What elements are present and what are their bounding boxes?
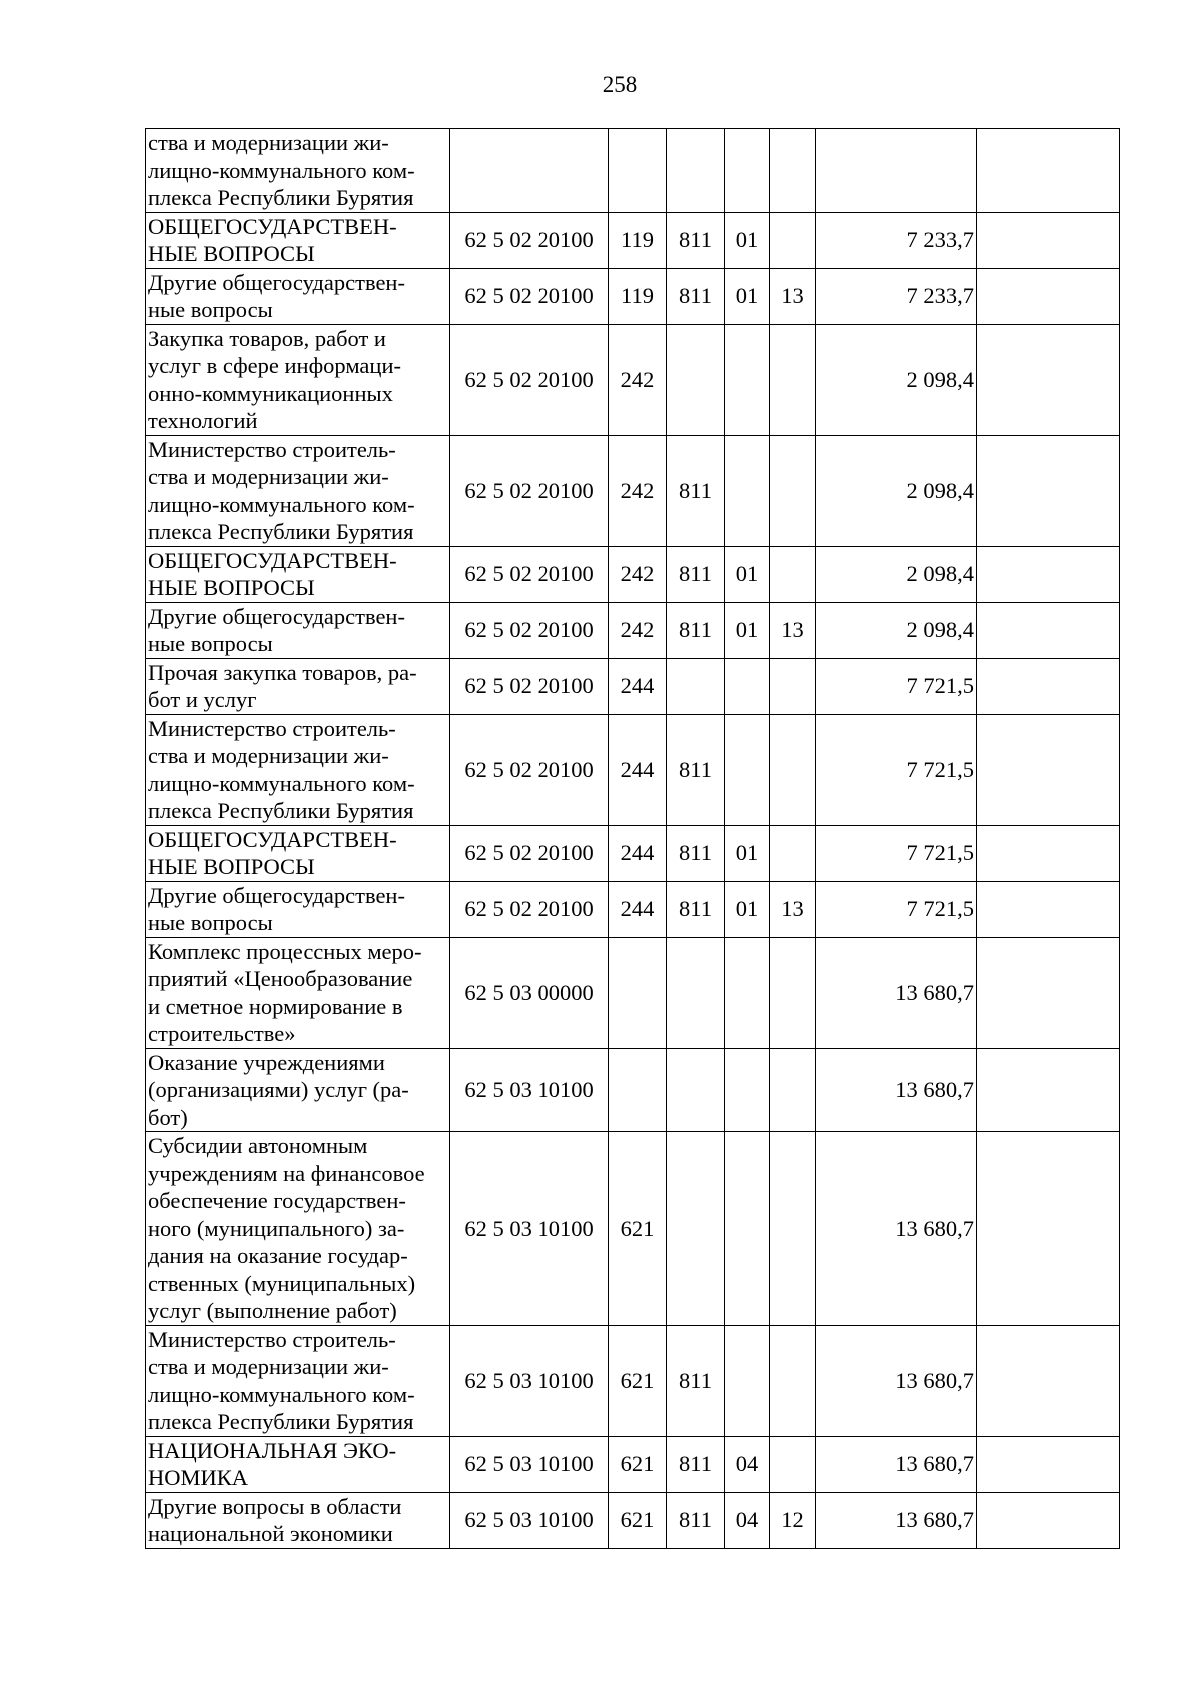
empty-column-cell <box>977 1048 1120 1132</box>
row-name-line: плекса Республики Бурятия <box>148 519 414 544</box>
row-name-line: лищно-коммунального ком- <box>148 1381 415 1407</box>
row-name-cell <box>146 1325 450 1436</box>
section-cell <box>725 129 770 213</box>
empty-column-cell <box>977 212 1120 268</box>
section-cell: 01 <box>725 602 770 658</box>
subsection-cell <box>770 1325 816 1436</box>
target-code-cell: 62 5 03 10100 <box>450 1492 609 1548</box>
table-row <box>146 1048 1120 1132</box>
table-row <box>146 546 1120 602</box>
row-name-cell <box>146 435 450 546</box>
target-code-cell: 62 5 02 20100 <box>450 602 609 658</box>
table-row <box>146 602 1120 658</box>
table-row <box>146 714 1120 825</box>
section-cell: 01 <box>725 268 770 324</box>
expense-type-cell: 621 <box>609 1436 667 1492</box>
expense-type-cell: 242 <box>609 324 667 435</box>
row-name-line: НАЦИОНАЛЬНАЯ ЭКО- <box>148 1437 397 1463</box>
amount-cell: 7 721,5 <box>816 881 977 937</box>
amount-cell: 7 721,5 <box>816 825 977 881</box>
row-name-line: технологий <box>148 408 258 433</box>
row-name-line: плекса Республики Бурятия <box>148 185 414 210</box>
subsection-cell <box>770 658 816 714</box>
row-name-line: приятий «Ценообразование <box>148 966 413 991</box>
row-name-cell <box>146 268 450 324</box>
subsection-cell <box>770 937 816 1048</box>
empty-column-cell <box>977 602 1120 658</box>
expense-type-cell <box>609 129 667 213</box>
row-name-line: бот и услуг <box>148 687 257 712</box>
administrator-code-cell <box>667 658 725 714</box>
row-name-cell <box>146 714 450 825</box>
row-name-cell <box>146 546 450 602</box>
row-name-line: ственных (муниципальных) <box>148 1270 416 1296</box>
section-cell <box>725 658 770 714</box>
row-name-line: услуг (выполнение работ) <box>148 1298 397 1323</box>
administrator-code-cell <box>667 1048 725 1132</box>
target-code-cell: 62 5 03 00000 <box>450 937 609 1048</box>
amount-cell: 7 233,7 <box>816 268 977 324</box>
table-row <box>146 658 1120 714</box>
row-name-line: ные вопросы <box>148 631 273 656</box>
table-row <box>146 937 1120 1048</box>
row-name-line: ОБЩЕГОСУДАРСТВЕН- <box>148 547 397 573</box>
row-name-line: строительстве» <box>148 1021 296 1046</box>
subsection-cell <box>770 212 816 268</box>
section-cell <box>725 1325 770 1436</box>
row-name-cell <box>146 602 450 658</box>
row-name-line: Министерство строитель- <box>148 1326 396 1352</box>
row-name-line: Оказание учреждениями <box>148 1049 385 1075</box>
administrator-code-cell <box>667 129 725 213</box>
row-name-line: Закупка товаров, работ и <box>148 325 386 351</box>
row-name-line: Прочая закупка товаров, ра- <box>148 659 417 685</box>
amount-cell: 2 098,4 <box>816 435 977 546</box>
target-code-cell: 62 5 03 10100 <box>450 1325 609 1436</box>
target-code-cell: 62 5 02 20100 <box>450 658 609 714</box>
amount-cell: 13 680,7 <box>816 1132 977 1326</box>
target-code-cell: 62 5 02 20100 <box>450 714 609 825</box>
administrator-code-cell: 811 <box>667 1436 725 1492</box>
administrator-code-cell: 811 <box>667 435 725 546</box>
target-code-cell <box>450 129 609 213</box>
target-code-cell: 62 5 02 20100 <box>450 435 609 546</box>
target-code-cell: 62 5 02 20100 <box>450 268 609 324</box>
expense-type-cell: 119 <box>609 268 667 324</box>
row-name-line: обеспечение государствен- <box>148 1188 406 1213</box>
table-row <box>146 1132 1120 1326</box>
table-row <box>146 435 1120 546</box>
table-row <box>146 881 1120 937</box>
amount-cell: 13 680,7 <box>816 1436 977 1492</box>
amount-cell: 2 098,4 <box>816 546 977 602</box>
row-name-cell <box>146 1492 450 1548</box>
subsection-cell: 13 <box>770 268 816 324</box>
row-name-line: плекса Республики Бурятия <box>148 1409 414 1434</box>
empty-column-cell <box>977 546 1120 602</box>
row-name-line: учреждениям на финансовое <box>148 1160 425 1186</box>
administrator-code-cell: 811 <box>667 1492 725 1548</box>
target-code-cell: 62 5 03 10100 <box>450 1132 609 1326</box>
row-name-line: плекса Республики Бурятия <box>148 798 414 823</box>
budget-table-body <box>146 129 1120 1549</box>
budget-table <box>145 128 1120 1549</box>
amount-cell: 7 233,7 <box>816 212 977 268</box>
row-name-line: Другие вопросы в области <box>148 1493 402 1519</box>
section-cell: 01 <box>725 212 770 268</box>
row-name-cell <box>146 937 450 1048</box>
row-name-line: НЫЕ ВОПРОСЫ <box>148 241 315 266</box>
subsection-cell: 13 <box>770 602 816 658</box>
row-name-line: ства и модернизации жи- <box>148 464 389 489</box>
section-cell: 01 <box>725 881 770 937</box>
expense-type-cell: 621 <box>609 1492 667 1548</box>
amount-cell <box>816 129 977 213</box>
row-name-line: дания на оказание государ- <box>148 1243 408 1268</box>
subsection-cell <box>770 1132 816 1326</box>
section-cell <box>725 714 770 825</box>
page-number: 258 <box>602 72 638 97</box>
administrator-code-cell: 811 <box>667 546 725 602</box>
row-name-cell <box>146 658 450 714</box>
row-name-cell <box>146 212 450 268</box>
row-name-line: ства и модернизации жи- <box>148 130 389 155</box>
row-name-line: НЫЕ ВОПРОСЫ <box>148 575 315 600</box>
expense-type-cell: 244 <box>609 714 667 825</box>
empty-column-cell <box>977 435 1120 546</box>
section-cell <box>725 435 770 546</box>
section-cell: 01 <box>725 546 770 602</box>
row-name-line: Комплекс процессных меро- <box>148 938 422 964</box>
subsection-cell <box>770 825 816 881</box>
table-row <box>146 1436 1120 1492</box>
table-row <box>146 825 1120 881</box>
section-cell <box>725 324 770 435</box>
row-name-line: ного (муниципального) за- <box>148 1215 405 1241</box>
row-name-line: НОМИКА <box>148 1465 249 1490</box>
section-cell <box>725 1048 770 1132</box>
administrator-code-cell: 811 <box>667 212 725 268</box>
subsection-cell <box>770 435 816 546</box>
subsection-cell <box>770 129 816 213</box>
section-cell <box>725 937 770 1048</box>
empty-column-cell <box>977 881 1120 937</box>
row-name-cell <box>146 881 450 937</box>
row-name-line: (организациями) услуг (ра- <box>148 1077 409 1102</box>
target-code-cell: 62 5 02 20100 <box>450 324 609 435</box>
table-row <box>146 324 1120 435</box>
subsection-cell <box>770 324 816 435</box>
row-name-cell <box>146 324 450 435</box>
expense-type-cell: 242 <box>609 602 667 658</box>
row-name-line: Другие общегосударствен- <box>148 269 405 295</box>
row-name-line: национальной экономики <box>148 1521 393 1546</box>
row-name-line: Другие общегосударствен- <box>148 603 405 629</box>
administrator-code-cell <box>667 324 725 435</box>
row-name-line: и сметное нормирование в <box>148 993 403 1019</box>
expense-type-cell: 621 <box>609 1325 667 1436</box>
empty-column-cell <box>977 129 1120 213</box>
subsection-cell <box>770 1436 816 1492</box>
administrator-code-cell: 811 <box>667 714 725 825</box>
empty-column-cell <box>977 1132 1120 1326</box>
row-name-line: онно-коммуникационных <box>148 380 393 406</box>
row-name-line: ОБЩЕГОСУДАРСТВЕН- <box>148 213 397 239</box>
row-name-line: лищно-коммунального ком- <box>148 491 415 517</box>
amount-cell: 13 680,7 <box>816 1492 977 1548</box>
administrator-code-cell: 811 <box>667 268 725 324</box>
row-name-line: ства и модернизации жи- <box>148 743 389 768</box>
section-cell: 01 <box>725 825 770 881</box>
target-code-cell: 62 5 03 10100 <box>450 1048 609 1132</box>
empty-column-cell <box>977 937 1120 1048</box>
subsection-cell <box>770 546 816 602</box>
expense-type-cell: 244 <box>609 658 667 714</box>
amount-cell: 7 721,5 <box>816 658 977 714</box>
amount-cell: 7 721,5 <box>816 714 977 825</box>
expense-type-cell: 244 <box>609 881 667 937</box>
row-name-line: лищно-коммунального ком- <box>148 770 415 796</box>
row-name-line: ные вопросы <box>148 910 273 935</box>
empty-column-cell <box>977 268 1120 324</box>
row-name-line: лищно-коммунального ком- <box>148 157 415 183</box>
table-row <box>146 1492 1120 1548</box>
amount-cell: 13 680,7 <box>816 937 977 1048</box>
row-name-cell <box>146 129 450 213</box>
section-cell <box>725 1132 770 1326</box>
expense-type-cell: 621 <box>609 1132 667 1326</box>
administrator-code-cell: 811 <box>667 825 725 881</box>
row-name-line: ные вопросы <box>148 297 273 322</box>
table-row <box>146 212 1120 268</box>
expense-type-cell <box>609 937 667 1048</box>
empty-column-cell <box>977 1436 1120 1492</box>
table-row <box>146 1325 1120 1436</box>
row-name-line: Министерство строитель- <box>148 715 396 741</box>
row-name-cell <box>146 1132 450 1326</box>
amount-cell: 2 098,4 <box>816 324 977 435</box>
expense-type-cell: 242 <box>609 435 667 546</box>
expense-type-cell: 244 <box>609 825 667 881</box>
subsection-cell: 13 <box>770 881 816 937</box>
target-code-cell: 62 5 02 20100 <box>450 881 609 937</box>
expense-type-cell <box>609 1048 667 1132</box>
row-name-line: ОБЩЕГОСУДАРСТВЕН- <box>148 826 397 852</box>
empty-column-cell <box>977 1325 1120 1436</box>
amount-cell: 13 680,7 <box>816 1325 977 1436</box>
empty-column-cell <box>977 825 1120 881</box>
table-row <box>146 129 1120 213</box>
empty-column-cell <box>977 714 1120 825</box>
administrator-code-cell: 811 <box>667 1325 725 1436</box>
section-cell: 04 <box>725 1492 770 1548</box>
target-code-cell: 62 5 02 20100 <box>450 212 609 268</box>
table-row <box>146 268 1120 324</box>
target-code-cell: 62 5 02 20100 <box>450 546 609 602</box>
section-cell: 04 <box>725 1436 770 1492</box>
target-code-cell: 62 5 03 10100 <box>450 1436 609 1492</box>
target-code-cell: 62 5 02 20100 <box>450 825 609 881</box>
administrator-code-cell: 811 <box>667 602 725 658</box>
row-name-line: НЫЕ ВОПРОСЫ <box>148 854 315 879</box>
subsection-cell <box>770 1048 816 1132</box>
row-name-line: бот) <box>148 1104 188 1130</box>
subsection-cell: 12 <box>770 1492 816 1548</box>
empty-column-cell <box>977 658 1120 714</box>
amount-cell: 13 680,7 <box>816 1048 977 1132</box>
row-name-line: Министерство строитель- <box>148 436 396 462</box>
administrator-code-cell: 811 <box>667 881 725 937</box>
subsection-cell <box>770 714 816 825</box>
row-name-line: услуг в сфере информаци- <box>148 353 401 378</box>
expense-type-cell: 119 <box>609 212 667 268</box>
row-name-cell <box>146 825 450 881</box>
row-name-line: ства и модернизации жи- <box>148 1354 389 1379</box>
row-name-line: Другие общегосударствен- <box>148 882 405 908</box>
expense-type-cell: 242 <box>609 546 667 602</box>
row-name-cell <box>146 1436 450 1492</box>
administrator-code-cell <box>667 937 725 1048</box>
empty-column-cell <box>977 1492 1120 1548</box>
row-name-cell <box>146 1048 450 1132</box>
amount-cell: 2 098,4 <box>816 602 977 658</box>
administrator-code-cell <box>667 1132 725 1326</box>
empty-column-cell <box>977 324 1120 435</box>
row-name-line: Субсидии автономным <box>148 1133 368 1158</box>
